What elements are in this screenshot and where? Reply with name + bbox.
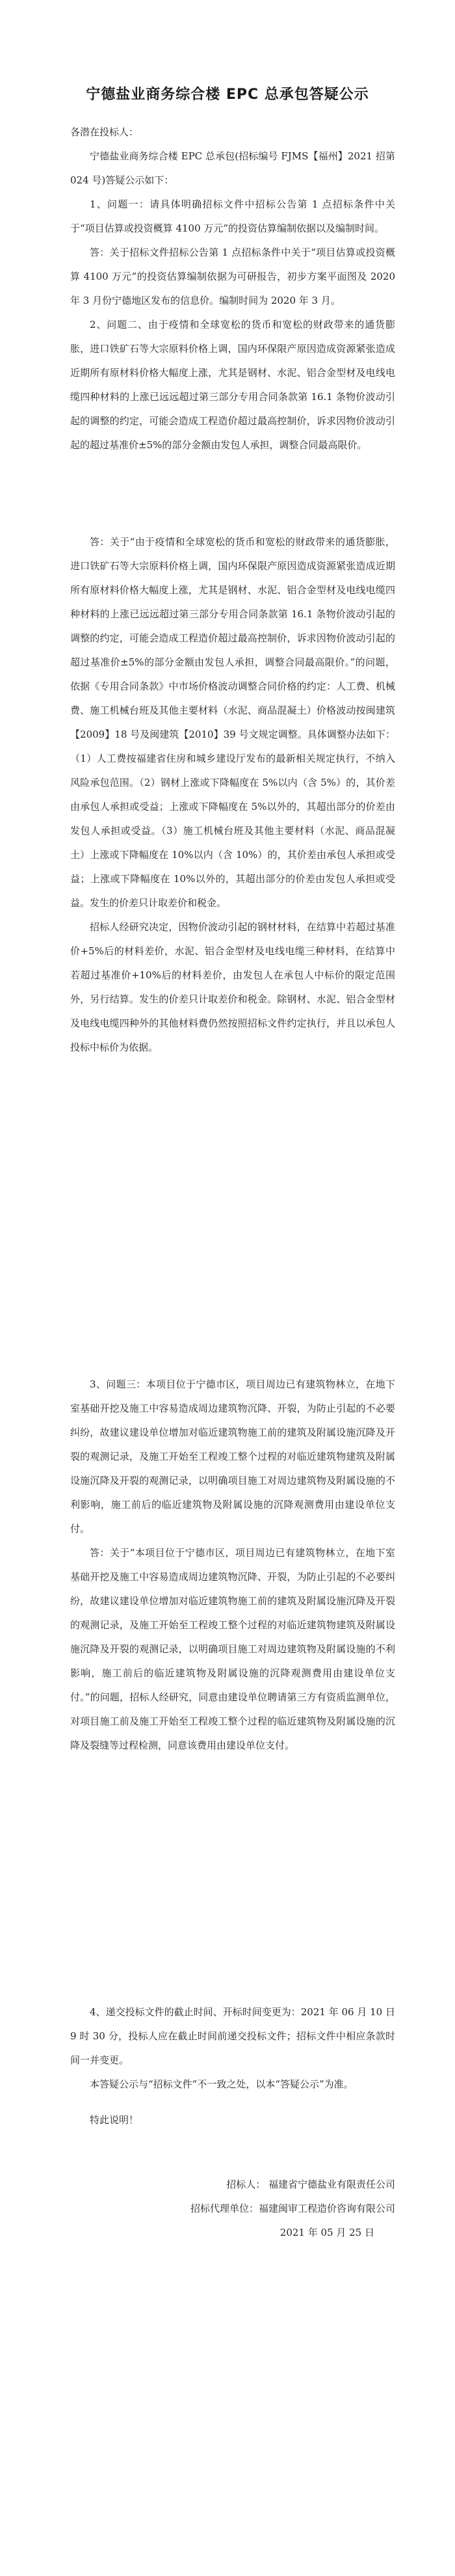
signature-date: 2021 年 05 月 25 日 [280, 2227, 374, 2238]
closing-paragraph: 本答疑公示与“招标文件”不一致之处，以本“答疑公示”为准。 [90, 2078, 354, 2090]
answer-1: 答：关于招标文件招标公告第 1 点招标条件中关于“项目估算或投资概算 4100 万元”的投资估算编制依据为可研报告，初步方案平面图及 2020 年 3 月份宁德地区发布的信息价。编制时间为 2020 年 3 月。 [70, 247, 395, 306]
intro-paragraph: 宁德盐业商务综合楼 EPC 总承包(招标编号 FJMS【福州】2021 招第 024 号)答疑公示如下： [70, 150, 395, 186]
document-title: 宁德盐业商务综合楼 EPC 总承包答疑公示 [86, 87, 369, 103]
item-4-time-change: 4、递交投标文件的截止时间、开标时间变更为：2021 年 06 月 10 日 9 时 30 分，投标人应在截止时间前递交投标文件；招标文件中相应条款时间一并变更。 [70, 2006, 395, 2066]
salutation: 各潜在投标人： [70, 126, 139, 138]
signature-block [70, 2173, 395, 2245]
signature-agency: 招标代理单位：福建闽审工程造价咨询有限公司 [190, 2203, 395, 2214]
block-page2 [70, 530, 395, 1060]
question-2: 2、问题二、由于疫情和全球宽松的货币和宽松的财政带来的通货膨胀，进口铁矿石等大宗原料价格上调，国内环保限产原因造成资源紧张造成近期所有原材料价格大幅度上涨，尤其是钢材、水泥、铝合金型材及电线电缆四种材料的上涨已远远超过第三部分专用合同条款第 16.1 条物价波动引起的调整的约定，可能会造成工程造价超过最高控制价，诉求因物价波动引起的超过基准价±5%的部分金额由发包人承担，调整合同最高限价。 [70, 319, 395, 451]
signature-tenderer: 招标人： 福建省宁德盐业有限责任公司 [226, 2179, 395, 2190]
answer-2-part-1: 答：关于“由于疫情和全球宽松的货币和宽松的财政带来的通货膨胀，进口铁矿石等大宗原料价格上调，国内环保限产原因造成资源紧张造成近期所有原材料价格大幅度上涨，尤其是钢材、水泥、铝合金型材及电线电缆四种材料的上涨已远远超过第三部分专用合同条款第 16.1 条物价波动引起的调整的约定，可能会造成工程造价超过最高控制价，诉求因物价波动引起的超过基准价±5%的部分金额由发包人承担，调整合同最高限价。”的问题，依据《专用合同条款》中市场价格波动调整合同价格的约定：人工费、机械费、施工机械台班及其他主要材料（水泥、商品混凝土）价格波动按闽建筑【2009】18 号及闽建筑【2010】39 号文规定调整。具体调整办法如下：（1）人工费按福建省住房和城乡建设厅发布的最新相关规定执行，不纳入风险承包范围。（2）钢材上涨或下降幅度在 5%以内（含 5%）的，其价差由承包人承担或受益；上涨或下降幅度在 5%以外的，其超出部分的价差由发包人承担或受益。（3）施工机械台班及其他主要材料（水泥、商品混凝土）上涨或下降幅度在 10%以内（含 10%）的，其价差由承包人承担或受益；上涨或下降幅度在 10%以外的，其超出部分的价差由发包人承担或受益。发生的价差只计取差价和税金。 [70, 536, 395, 909]
question-1: 1、问题一：请具体明确招标文件中招标公告第 1 点招标条件中关于“项目估算或投资概算 4100 万元”的投资估算编制依据以及编制时间。 [70, 198, 395, 234]
question-3: 3、问题三：本项目位于宁德市区，项目周边已有建筑物林立，在地下室基础开挖及施工中容易造成周边建筑物沉降、开裂，为防止引起的不必要纠纷，故建议建设单位增加对临近建筑物施工前的建筑及附属设施沉降及开裂的观测记录，及施工开始至工程竣工整个过程的对临近建筑物建筑及附属设施沉降及开裂的观测记录，以明确项目施工对周边建筑物及附属设施的不利影响，施工前后的临近建筑物及附属设施的沉降观测费用由建设单位支付。 [70, 1378, 395, 1535]
block-page3 [70, 1373, 395, 1758]
block-page1 [70, 120, 395, 457]
answer-2-part-2: 招标人经研究决定，因物价波动引起的钢材材料，在结算中若超过基准价+5%后的材料差价，水泥、铝合金型材及电线电缆三种材料，在结算中若超过基准价+10%后的材料差价，由发包人在承包人中标价的限定范围外，另行结算。发生的价差只计取差价和税金。除钢材、水泥、铝合金型材及电线电缆四种外的其他材料费仍然按照招标文件约定执行，并且以承包人投标中标价为依据。 [70, 921, 395, 1053]
block-page4 [70, 2000, 395, 2132]
special-note: 特此说明！ [90, 2114, 139, 2126]
answer-3: 答：关于“本项目位于宁德市区，项目周边已有建筑物林立，在地下室基础开挖及施工中容易造成周边建筑物沉降、开裂，为防止引起的不必要纠纷，故建议建设单位增加对临近建筑物施工前的建筑及附属设施沉降及开裂的观测记录，及施工开始至工程竣工整个过程的对临近建筑物建筑及附属设施沉降及开裂的观测记录，以明确项目施工对周边建筑物及附属设施的不利影响，施工前后的临近建筑物及附属设施的沉降观测费用由建设单位支付。”的问题，招标人经研究，同意由建设单位聘请第三方有资质监测单位，对项目施工前及施工开始至工程竣工整个过程的临近建筑物及附属设施的沉降及裂缝等过程检测，同意该费用由建设单位支付。 [70, 1547, 395, 1751]
